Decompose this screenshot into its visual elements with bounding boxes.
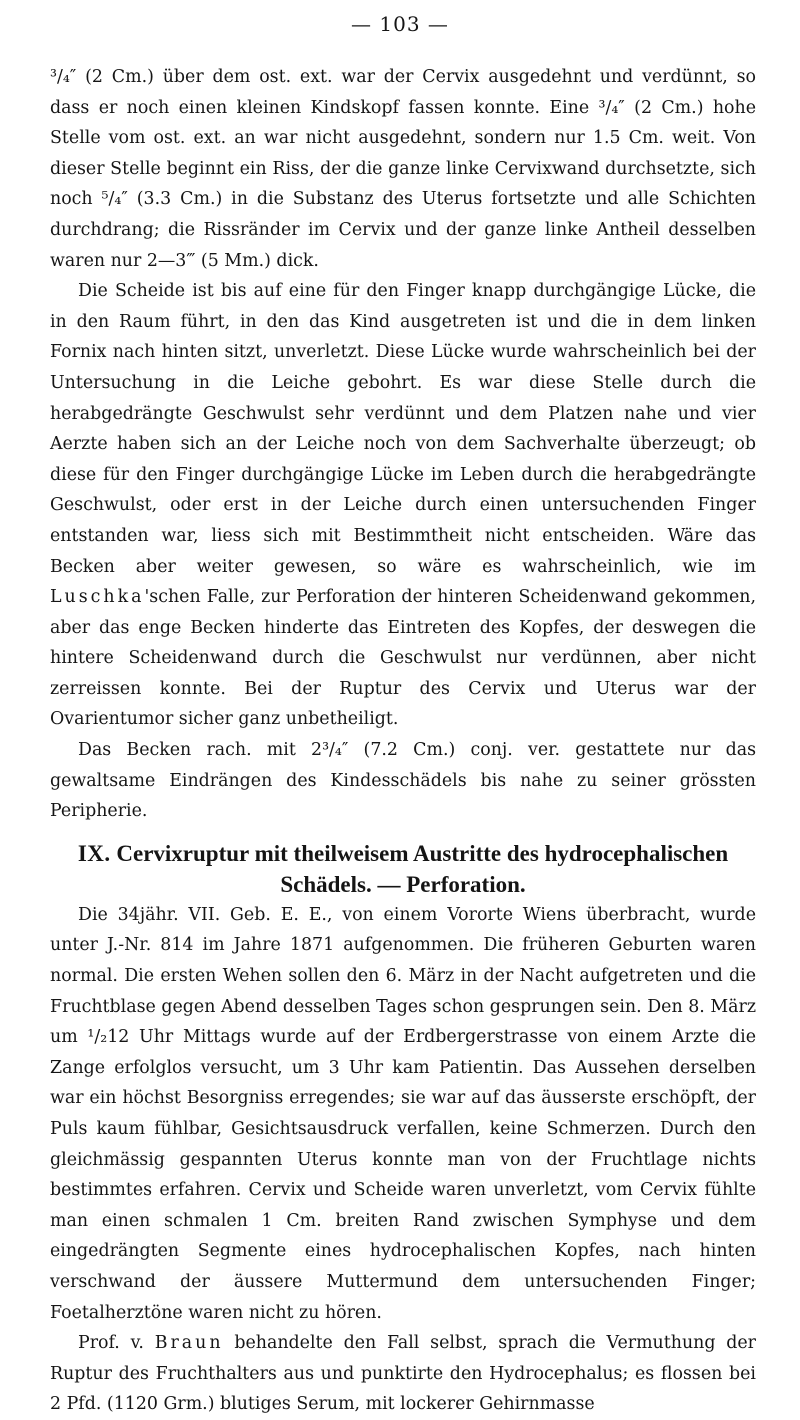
section-heading: [50, 838, 756, 900]
paragraph-cervix-measurements: ³/₄″ (2 Cm.) über dem ost. ext. war der Cervix ausgedehnt und verdünnt, so dass er noch einen kleinen Kindskopf fassen konnte. Eine ³/₄″ (2 Cm.) hohe Stelle vom ost. ext. an war nicht ausgedehnt, sondern nur 1.5 Cm. weit. Von dieser Stelle beginnt ein Riss, der die ganze linke Cervixwand durchsetzte, sich noch ⁵/₄″ (3.3 Cm.) in die Substanz des Uterus fortsetzte und alle Schichten durchdrang; die Rissränder im Cervix und der ganze linke Antheil desselben waren nur 2—3‴ (5 Mm.) dick.: [50, 67, 756, 271]
paragraph-text: behandelte den Fall selbst, sprach die Vermuthung der Ruptur des Fruchthalters aus und punktirte den Hydrocephalus; es flossen bei 2 Pfd. (1120 Grm.) blutiges Serum, mit lockerer Gehirnmasse: [50, 1333, 756, 1415]
section-number: IX.: [77, 840, 111, 866]
paragraph-becken: Das Becken rach. mit 2³/₄″ (7.2 Cm.) conj. ver. gestattete nur das gewaltsame Eindrängen des Kindesschädels bis nahe zu seiner grössten Peripherie.: [50, 740, 756, 822]
section-title-line-1: Cervixruptur mit theilweisem Austritte des hydrocephalischen: [116, 840, 729, 866]
paragraph-treatment: [50, 1328, 756, 1420]
page-number: — 103 —: [351, 12, 449, 36]
paragraph-text: 'schen Falle, zur Perforation der hinteren Scheidenwand gekommen, aber das enge Becken hinderte das Eintreten des Kopfes, der deswegen die hintere Scheidenwand durch die Geschwulst nur verdünnen, aber nicht zerreissen konnte. Bei der Ruptur des Cervix und Uterus war der Ovarientumor sicher ganz unbetheiligt.: [50, 587, 756, 730]
paragraph-text: Die Scheide ist bis auf eine für den Finger knapp durchgängige Lücke, die in den Raum führt, in den das Kind ausgetreten ist und die in dem linken Fornix nach hinten sitzt, unverletzt. Diese Lücke wurde wahrscheinlich bei der Untersuchung in die Leiche gebohrt. Es war diese Stelle durch die herabgedrängte Geschwulst sehr verdünnt und dem Platzen nahe und vier Aerzte haben sich an der Leiche noch von dem Sachverhalte überzeugt; ob diese für den Finger durchgängige Lücke im Leben durch die herabgedrängte Geschwulst, oder erst in der Leiche durch einen untersuchenden Finger entstanden war, liess sich mit Bestimmtheit nicht entscheiden. Wäre das Becken aber weiter gewesen, so wäre es wahrscheinlich, wie im: [50, 281, 756, 577]
section-title-line-2: Schädels. — Perforation.: [280, 871, 526, 897]
section-heading-line-1: [50, 838, 756, 869]
paragraph-scheide: [50, 276, 756, 735]
author-name-luschka: Luschka: [50, 587, 145, 608]
author-name-braun: Braun: [154, 1333, 224, 1354]
paragraph-text: Prof. v.: [78, 1333, 144, 1354]
paragraph-case-history: Die 34jähr. VII. Geb. E. E., von einem Vororte Wiens überbracht, wurde unter J.-Nr. 814 im Jahre 1871 aufgenommen. Die früheren Geburten waren normal. Die ersten Wehen sollen den 6. März in der Nacht aufgetreten und die Fruchtblase gegen Abend desselben Tages schon gesprungen sein. Den 8. März um ¹/₂12 Uhr Mittags wurde auf der Erdbergerstrasse von einem Arzte die Zange erfolglos versucht, um 3 Uhr kam Patientin. Das Aussehen derselben war ein höchst Besorgniss erregendes; sie war auf das äusserste erschöpft, der Puls kaum fühlbar, Gesichtsausdruck verfallen, keine Schmerzen. Durch den gleichmässig gespannten Uterus konnte man von der Fruchtlage nichts bestimmtes erfahren. Cervix und Scheide waren unverletzt, vom Cervix fühlte man einen schmalen 1 Cm. breiten Rand zwischen Symphyse und dem eingedrängten Segmente eines hydrocephalischen Kopfes, nach hinten verschwand der äussere Muttermund dem untersuchenden Finger; Foetalherztöne waren nicht zu hören.: [50, 904, 756, 1323]
body-text: [50, 62, 756, 1420]
